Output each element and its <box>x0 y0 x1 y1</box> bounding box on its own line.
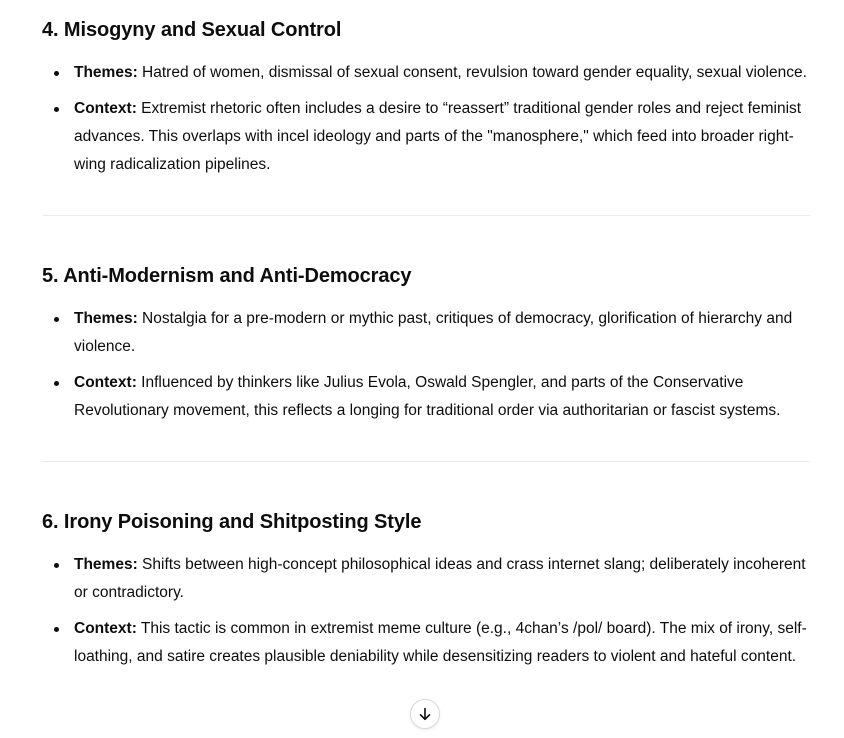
item-label: Context: <box>74 620 137 637</box>
section-irony-poisoning <box>42 506 810 671</box>
scroll-to-bottom-button[interactable] <box>410 699 440 729</box>
section-heading: 5. Anti-Modernism and Anti-Democracy <box>42 265 412 287</box>
item-text: This tactic is common in extremist meme culture (e.g., 4chan’s /pol/ board). The mix of irony, self-loathing, and satire creates plausible deniability while desensitizing readers to violent and hateful content. <box>74 620 807 665</box>
bullet-list <box>42 59 810 179</box>
bullet-list <box>42 551 810 671</box>
section-misogyny <box>42 14 810 179</box>
item-label: Themes: <box>74 64 138 81</box>
section-divider <box>42 215 810 216</box>
item-text: Nostalgia for a pre-modern or mythic past, critiques of democracy, glorification of hierarchy and violence. <box>74 310 793 355</box>
arrow-down-icon <box>417 706 433 722</box>
item-label: Context: <box>74 374 137 391</box>
section-heading: 6. Irony Poisoning and Shitposting Style <box>42 511 422 533</box>
bullet-list <box>42 305 810 425</box>
message-content <box>42 14 810 679</box>
list-item <box>42 59 810 87</box>
list-item <box>42 551 810 607</box>
section-divider <box>42 461 810 462</box>
item-label: Themes: <box>74 310 138 327</box>
section-anti-modernism <box>42 260 810 425</box>
item-text: Extremist rhetoric often includes a desire to “reassert” traditional gender roles and reject feminist advances. This overlaps with incel ideology and parts of the "manosphere," which feed into broader right-wing radicalization pipelines. <box>74 100 802 173</box>
list-item <box>42 369 810 425</box>
list-item <box>42 95 810 179</box>
item-label: Context: <box>74 100 137 117</box>
item-text: Influenced by thinkers like Julius Evola, Oswald Spengler, and parts of the Conservative Revolutionary movement, this reflects a longing for traditional order via authoritarian or fascist systems. <box>74 374 781 419</box>
item-text: Hatred of women, dismissal of sexual consent, revulsion toward gender equality, sexual violence. <box>137 64 807 81</box>
item-label: Themes: <box>74 556 138 573</box>
list-item <box>42 615 810 671</box>
list-item <box>42 305 810 361</box>
section-heading: 4. Misogyny and Sexual Control <box>42 19 342 41</box>
item-text: Shifts between high-concept philosophical ideas and crass internet slang; deliberately incoherent or contradictory. <box>74 556 806 601</box>
